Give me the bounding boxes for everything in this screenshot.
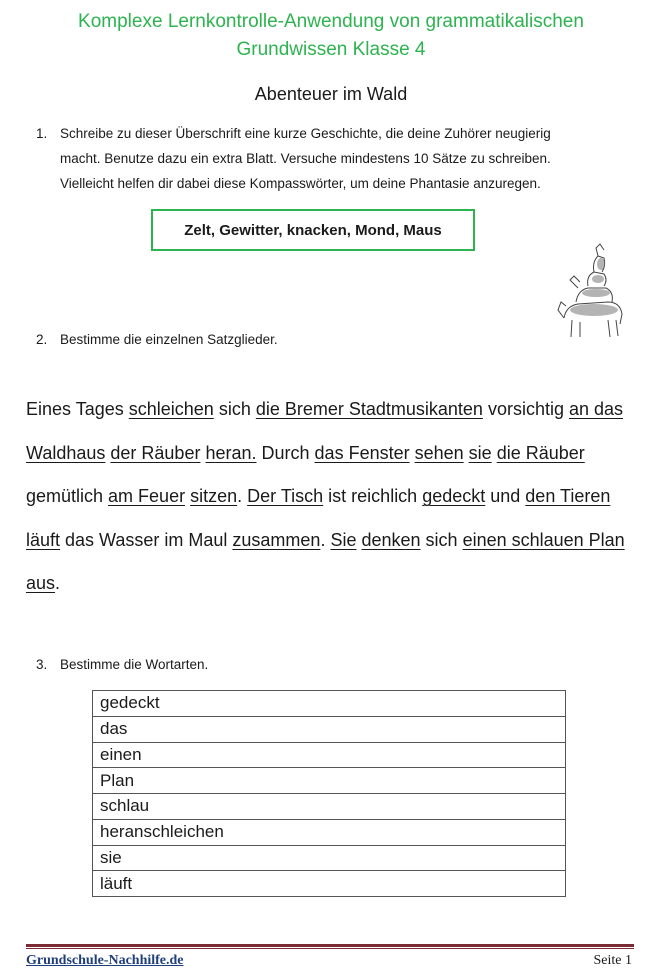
task-3-instruction: Bestimme die Wortarten. xyxy=(60,657,209,672)
story-text: und xyxy=(485,486,526,506)
word-cell: das xyxy=(93,716,566,742)
task-1-number: 1. xyxy=(36,126,48,141)
story-text: Durch xyxy=(256,442,315,463)
underlined-phrase: heran. xyxy=(205,442,257,463)
underlined-phrase: schleichen xyxy=(128,399,214,419)
story-text: sich xyxy=(213,399,256,419)
title-line-2: Grundwissen Klasse 4 xyxy=(236,39,426,60)
underlined-phrase: den Tieren xyxy=(525,486,611,506)
word-cell: sie xyxy=(93,845,566,871)
word-cell: gedeckt xyxy=(93,691,566,717)
word-cell: Plan xyxy=(93,768,566,794)
underlined-phrase: Der Tisch xyxy=(247,486,324,506)
underlined-phrase: sitzen xyxy=(190,486,238,506)
underlined-phrase: läuft xyxy=(26,529,61,550)
footer-page-number: Seite 1 xyxy=(593,953,632,968)
title-line-1: Komplexe Lernkontrolle-Anwendung von grammatikalischen xyxy=(78,11,584,32)
task-2-instruction: Bestimme die einzelnen Satzglieder. xyxy=(60,332,278,347)
underlined-phrase: zusammen xyxy=(232,529,321,550)
word-cell: schlau xyxy=(93,794,566,820)
footer-divider xyxy=(26,944,634,947)
underlined-phrase: aus xyxy=(26,573,56,593)
task-3-number: 3. xyxy=(36,657,48,672)
story-paragraph xyxy=(26,388,636,606)
story-text: . xyxy=(55,573,61,593)
table-row xyxy=(93,691,566,717)
story-title: Abenteuer im Wald xyxy=(254,84,408,104)
underlined-phrase: der Räuber xyxy=(110,442,201,463)
underlined-phrase: einen schlauen Plan xyxy=(462,529,625,550)
table-row xyxy=(93,716,566,742)
story-text: sich xyxy=(420,529,463,550)
keyword-box: Zelt, Gewitter, knacken, Mond, Maus xyxy=(151,209,475,251)
underlined-phrase: am Feuer xyxy=(108,486,186,506)
bremen-musicians-illustration xyxy=(556,240,628,340)
underlined-phrase: die Bremer Stadtmusikanten xyxy=(255,399,483,419)
task-3 xyxy=(36,652,630,677)
underlined-phrase: sehen xyxy=(414,442,464,463)
task-2-number: 2. xyxy=(36,332,48,347)
word-type-table xyxy=(92,690,566,897)
word-cell: läuft xyxy=(93,871,566,897)
table-row xyxy=(93,871,566,897)
word-cell: heranschleichen xyxy=(93,819,566,845)
story-text: vorsichtig xyxy=(482,399,569,419)
table-row xyxy=(93,742,566,768)
story-text: . xyxy=(237,486,248,506)
underlined-phrase: Sie xyxy=(330,529,357,550)
story-text: . xyxy=(320,529,331,550)
story-text: das Wasser im Maul xyxy=(60,529,233,550)
footer-site-link[interactable]: Grundschule-Nachhilfe.de xyxy=(26,953,184,968)
story-text: Eines Tages xyxy=(26,399,124,419)
story-text: ist reichlich xyxy=(323,486,423,506)
task-1-line-2: macht. Benutze dazu ein extra Blatt. Versuche mindestens 10 Sätze zu schreiben. xyxy=(60,151,551,166)
task-1 xyxy=(36,121,630,196)
underlined-phrase: sie xyxy=(468,442,492,463)
table-row xyxy=(93,794,566,820)
worksheet-title xyxy=(0,8,662,64)
table-row xyxy=(93,819,566,845)
underlined-phrase: an das Waldhaus xyxy=(26,399,624,463)
word-cell: einen xyxy=(93,742,566,768)
task-1-line-1: Schreibe zu dieser Überschrift eine kurze Geschichte, die deine Zuhörer neugierig xyxy=(60,126,551,141)
table-row xyxy=(93,845,566,871)
task-2 xyxy=(36,327,630,352)
underlined-phrase: denken xyxy=(361,529,421,550)
table-row xyxy=(93,768,566,794)
footer-divider-thin xyxy=(26,948,634,949)
task-1-line-3: Vielleicht helfen dir dabei diese Kompasswörter, um deine Phantasie anzuregen. xyxy=(60,176,541,191)
underlined-phrase: gedeckt xyxy=(422,486,486,506)
underlined-phrase: die Räuber xyxy=(496,442,585,463)
underlined-phrase: das Fenster xyxy=(314,442,410,463)
story-text: gemütlich xyxy=(26,486,109,506)
